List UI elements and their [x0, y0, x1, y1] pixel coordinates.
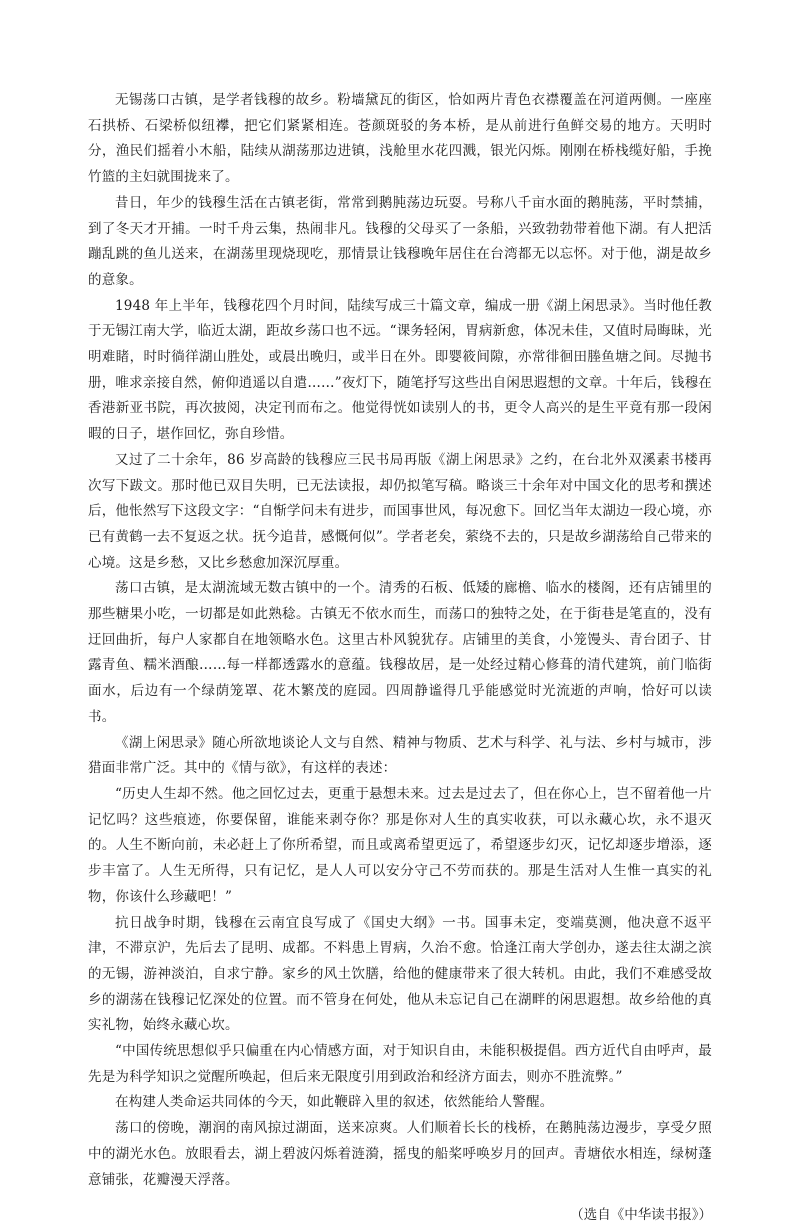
paragraph-8: 抗日战争时期，钱穆在云南宜良写成了《国史大纲》一书。国事未定，变端莫测，他决意不返平津，不滞京沪，先后去了昆明、成都。不料患上胃病，久治不愈。恰逢江南大学创办，遂去往太湖之滨的无锡，游神淡泊，自求宁静。家乡的风土饮膳，给他的健康带来了很大转机。由此，我们不难感受故乡的湖荡在钱穆记忆深处的位置。而不管身在何处，他从未忘记自己在湖畔的闲思遐想。故乡给他的真实礼物，始终永藏心坎。	[88, 914, 712, 1034]
paragraph-4: 又过了二十余年，86 岁高龄的钱穆应三民书局再版《湖上闲思录》之约，在台北外双溪素书楼再次写下跋文。那时他已双目失明，已无法读报，却仍拟笔写稿。略谈三十余年对中国文化的思考和撰述后，他怅然写下这段文字：“自惭学问未有进步，而国事世风，每况愈下。回忆当年太湖边一段心境，亦已有黄鹤一去不复返之状。抚今追昔，感慨何似”。学者老矣，萦绕不去的，只是故乡湖荡给自己带来的心境。这是乡愁，又比乡愁愈加深沉厚重。	[88, 451, 712, 571]
paragraph-2: 昔日，年少的钱穆生活在古镇老街，常常到鹅肫荡边玩耍。号称八千亩水面的鹅肫荡，平时禁捕，到了冬天才开捕。一时千舟云集，热闹非凡。钱穆的父母买了一条船，兴致勃勃带着他下湖。有人把活蹦乱跳的鱼儿送来，在湖荡里现烧现吃，那情景让钱穆晚年居住在台湾都无以忘怀。对于他，湖是故乡的意象。	[88, 194, 712, 288]
article	[88, 88, 712, 1229]
source-citation: （选自《中华读书报》）	[570, 1207, 712, 1224]
paragraph-10: 在构建人类命运共同体的今天，如此鞭辟入里的叙述，依然能给人警醒。	[115, 1094, 554, 1111]
quote-paragraph-1: “历史人生却不然。他之回忆过去，更重于悬想未来。过去是过去了，但在你心上，岂不留着他一片记忆吗？这些痕迹，你要保留，谁能来剥夺你？那是你对人生的真实收获，可以永藏心坎，永不退灭的。人生不断向前，未必赶上了你所希望，而且或离希望更远了，希望逐步幻灭，记忆却逐步增添，逐步丰富了。人生无所得，只有记忆，是人人可以安分守己不劳而获的。那是生活对人生惟一真实的礼物，你该什么珍藏吧！”	[88, 785, 712, 905]
paragraph-1: 无锡荡口古镇，是学者钱穆的故乡。粉墙黛瓦的街区，恰如两片青色衣襟覆盖在河道两侧。一座座石拱桥、石梁桥似纽襻，把它们紧紧相连。苍颜斑驳的务本桥，是从前进行鱼鲜交易的地方。天明时分，渔民们摇着小木船，陆续从湖荡那边进镇，浅舱里水花四溅，银光闪烁。刚刚在桥栈缆好船，手挽竹篮的主妇就围拢来了。	[88, 92, 712, 186]
quote-paragraph-2: “中国传统思想似乎只偏重在内心情感方面，对于知识自由，未能积极提倡。西方近代自由呼声，最先是为科学知识之觉醒所唤起，但后来无限度引用到政治和经济方面去，则亦不胜流弊。”	[88, 1043, 712, 1085]
paragraph-5: 荡口古镇，是太湖流域无数古镇中的一个。清秀的石板、低矮的廊檐、临水的楼阁，还有店铺里的那些糖果小吃，一切都是如此熟稔。古镇无不依水而生，而荡口的独特之处，在于街巷是笔直的，没有迂回曲折，每户人家都自在地领略水色。这里古朴风貌犹存。店铺里的美食，小笼馒头、青台团子、甘露青鱼、糯米酒酿……每一样都透露水的意蕴。钱穆故居，是一处经过精心修葺的清代建筑，前门临街面水，后边有一个绿荫笼罩、花木繁茂的庭园。四周静谧得几乎能感觉时光流逝的声响，恰好可以读书。	[88, 580, 712, 725]
paragraph-3: 1948 年上半年，钱穆花四个月时间，陆续写成三十篇文章，编成一册《湖上闲思录》。当时他任教于无锡江南大学，临近太湖，距故乡荡口也不远。“课务轻闲，胃病新愈，体况未佳，又值时局晦昧，光明难睹，时时徜徉湖山胜处，或晨出晚归，或半日在外。即婴筱间隙，亦常徘徊田塍鱼塘之间。尽抛书册，唯求亲接自然，俯仰逍遥以自遣……”夜灯下，随笔抒写这些出自闲思遐想的文章。十年后，钱穆在香港新亚书院，再次披阅，决定刊而布之。他觉得恍如读别人的书，更令人高兴的是生平竟有那一段闲暇的日子，堪作回忆，弥自珍惜。	[88, 297, 712, 443]
paragraph-11: 荡口的傍晚，潮润的南风掠过湖面，送来凉爽。人们顺着长长的栈桥，在鹅肫荡边漫步，享受夕照中的湖光水色。放眼看去，湖上碧波闪烁着涟漪，摇曳的船桨呼唤岁月的回声。青塘依水相连，绿树蓬意铺张，花瓣漫天浮落。	[88, 1120, 712, 1188]
paragraph-6: 《湖上闲思录》随心所欲地谈论人文与自然、精神与物质、艺术与科学、礼与法、乡村与城市，涉猎面非常广泛。其中的《情与欲》，有这样的表述：	[88, 734, 712, 777]
